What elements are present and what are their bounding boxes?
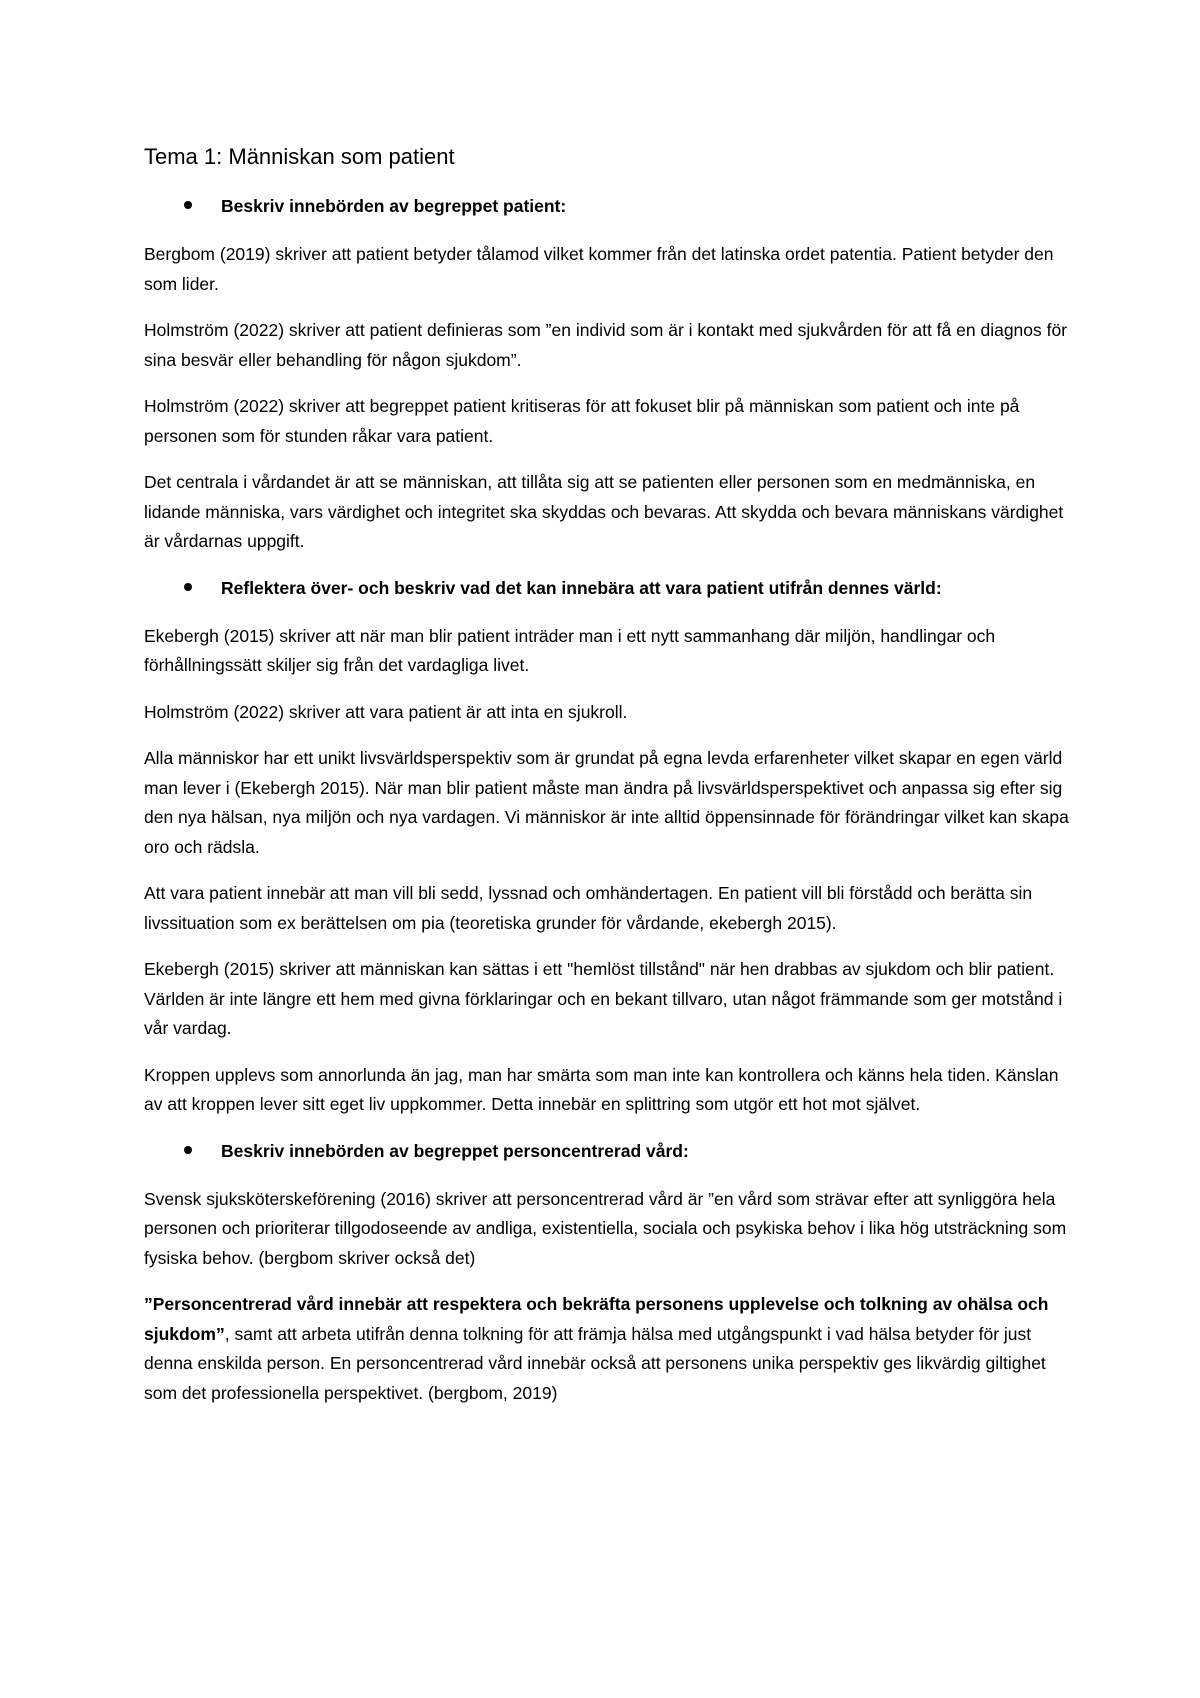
section-heading-label: Reflektera över- och beskriv vad det kan innebära att vara patient utifrån dennes värld: bbox=[221, 577, 942, 598]
paragraph: Holmström (2022) skriver att patient definieras som ”en individ som är i kontakt med sjukvården för att få en diagnos för sina besvär eller behandling för någon sjukdom”. bbox=[144, 320, 1068, 370]
bullet-icon bbox=[184, 1146, 192, 1154]
section-heading-2 bbox=[144, 574, 1074, 602]
document-body bbox=[144, 128, 1074, 1425]
bullet-icon bbox=[184, 583, 192, 591]
section-heading-label: Beskriv innebörden av begreppet personcentrerad vård: bbox=[221, 1140, 689, 1161]
bold-quote: ”Personcentrerad vård innebär att respektera och bekräfta personens upplevelse och tolkning av ohälsa och sjukdom” bbox=[144, 1294, 1049, 1344]
paragraph: Alla människor har ett unikt livsvärldsperspektiv som är grundat på egna levda erfarenheter vilket skapar en egen värld man lever i (Ekebergh 2015). När man blir patient måste man ändra på livsvärldsperspektivet och anpassa sig efter sig den nya hälsan, nya miljön och nya vardagen. Vi människor är inte alltid öppensinnade för förändringar vilket kan skapa oro och rädsla. bbox=[144, 748, 1069, 857]
paragraph: Ekebergh (2015) skriver att när man blir patient inträder man i ett nytt sammanhang där miljön, handlingar och förhållningssätt skiljer sig från det vardagliga livet. bbox=[144, 625, 996, 675]
section-heading-3 bbox=[144, 1137, 1074, 1165]
paragraph: Holmström (2022) skriver att vara patient är att inta en sjukroll. bbox=[144, 701, 628, 722]
paragraph: Att vara patient innebär att man vill bli sedd, lyssnad och omhändertagen. En patient vill bli förstådd och berätta sin livssituation som ex berättelsen om pia (teoretiska grunder för vårdande, ekebergh 2015). bbox=[144, 883, 1033, 933]
paragraph: Holmström (2022) skriver att begreppet patient kritiseras för att fokuset blir på människan som patient och inte på personen som för stunden råkar vara patient. bbox=[144, 396, 1020, 446]
page-title: Tema 1: Människan som patient bbox=[144, 144, 455, 169]
section-heading-1 bbox=[144, 192, 1074, 220]
section-heading-label: Beskriv innebörden av begreppet patient: bbox=[221, 196, 567, 216]
paragraph: Svensk sjuksköterskeförening (2016) skriver att personcentrerad vård är ”en vård som strävar efter att synliggöra hela personen och prioriterar tillgodoseende av andliga, existentiella, sociala och psykiska behov i lika hög utsträckning som fysiska behov. (bergbom skriver också det) bbox=[144, 1188, 1067, 1268]
bullet-icon bbox=[184, 201, 192, 209]
paragraph: Ekebergh (2015) skriver att människan kan sättas i ett "hemlöst tillstånd" när hen drabbas av sjukdom och blir patient. Världen är inte längre ett hem med givna förklaringar och en bekant tillvaro, utan något främmande som ger motstånd i vår vardag. bbox=[144, 959, 1063, 1038]
paragraph: Kroppen upplevs som annorlunda än jag, man har smärta som man inte kan kontrollera och känns hela tiden. Känslan av att kroppen lever sitt eget liv uppkommer. Detta innebär en splittring som utgör ett hot mot självet. bbox=[144, 1064, 1059, 1114]
paragraph: Det centrala i vårdandet är att se människan, att tillåta sig att se patienten eller personen som en medmänniska, en lidande människa, vars värdighet och integritet ska skyddas och bevaras. Att skydda och bevara människans värdighet är vårdarnas uppgift. bbox=[144, 472, 1064, 551]
paragraph: Bergbom (2019) skriver att patient betyder tålamod vilket kommer från det latinska ordet patentia. Patient betyder den som lider. bbox=[144, 244, 1054, 294]
final-paragraph bbox=[144, 1290, 1074, 1408]
paragraph-rest: , samt att arbeta utifrån denna tolkning för att främja hälsa med utgångspunkt i vad hälsa betyder för just denna enskilda person. En personcentrerad vård innebär också att personens unika perspektiv ges likvärdig giltighet som det professionella perspektivet. (bergbom, 2019) bbox=[144, 1323, 1046, 1403]
